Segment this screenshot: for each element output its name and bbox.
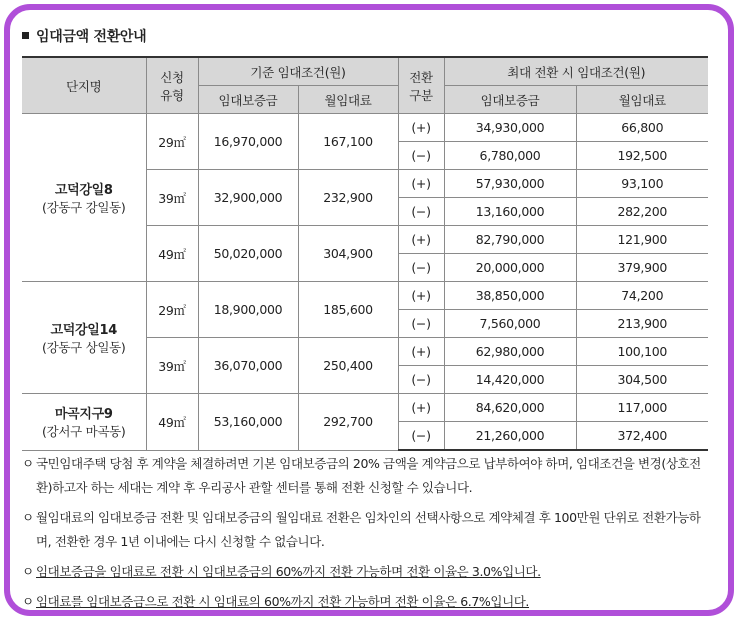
base-rent: 292,700 <box>298 394 398 451</box>
max-rent: 192,500 <box>576 142 708 170</box>
conv-plus: (+) <box>398 394 444 422</box>
max-deposit: 34,930,000 <box>444 114 576 142</box>
conv-plus: (+) <box>398 114 444 142</box>
max-rent: 121,900 <box>576 226 708 254</box>
type-size: 29㎡ <box>146 282 198 338</box>
note-text: 월임대료의 임대보증금 전환 및 임대보증금의 월임대료 전환은 임차인의 선택사항으로 계약체결 후 100만원 단위로 전환가능하며, 전환한 경우 1년 이내에는 다시 신청할 수 없습니다. <box>36 510 701 549</box>
base-rent: 185,600 <box>298 282 398 338</box>
table-row <box>22 394 708 422</box>
square-bullet-icon <box>22 32 29 39</box>
max-rent: 74,200 <box>576 282 708 310</box>
max-deposit: 21,260,000 <box>444 422 576 451</box>
type-size: 39㎡ <box>146 338 198 394</box>
complex-cell: 고덕강일14 (강동구 상일동) <box>22 282 146 394</box>
conv-minus: (−) <box>398 422 444 451</box>
conv-plus: (+) <box>398 338 444 366</box>
header-base-group: 기준 임대조건(원) <box>198 57 398 86</box>
max-deposit: 38,850,000 <box>444 282 576 310</box>
header-base-rent: 월임대료 <box>298 86 398 114</box>
base-deposit: 18,900,000 <box>198 282 298 338</box>
table-row <box>22 282 708 310</box>
base-deposit: 50,020,000 <box>198 226 298 282</box>
conv-plus: (+) <box>398 282 444 310</box>
max-rent: 213,900 <box>576 310 708 338</box>
conv-minus: (−) <box>398 366 444 394</box>
conv-minus: (−) <box>398 310 444 338</box>
conv-plus: (+) <box>398 226 444 254</box>
type-size: 29㎡ <box>146 114 198 170</box>
header-base-deposit: 임대보증금 <box>198 86 298 114</box>
complex-cell: 고덕강일8 (강동구 강일동) <box>22 114 146 282</box>
note-text: 임대보증금을 임대료로 전환 시 임대보증금의 60%까지 전환 가능하며 전환 이율은 3.0%입니다. <box>36 564 541 579</box>
header-complex: 단지명 <box>22 57 146 114</box>
type-size: 49㎡ <box>146 226 198 282</box>
max-rent: 93,100 <box>576 170 708 198</box>
note-item <box>22 452 712 500</box>
max-deposit: 84,620,000 <box>444 394 576 422</box>
conv-plus: (+) <box>398 170 444 198</box>
max-rent: 66,800 <box>576 114 708 142</box>
complex-cell: 마곡지구9 (강서구 마곡동) <box>22 394 146 451</box>
base-deposit: 16,970,000 <box>198 114 298 170</box>
note-item <box>22 560 712 584</box>
conv-minus: (−) <box>398 142 444 170</box>
note-bullet: ㅇ <box>22 594 34 609</box>
conv-minus: (−) <box>398 198 444 226</box>
note-item <box>22 590 712 614</box>
max-deposit: 20,000,000 <box>444 254 576 282</box>
header-type: 신청 유형 <box>146 57 198 114</box>
max-deposit: 7,560,000 <box>444 310 576 338</box>
section-title <box>22 26 146 46</box>
max-deposit: 14,420,000 <box>444 366 576 394</box>
header-max-rent: 월임대료 <box>576 86 708 114</box>
table-row <box>22 114 708 142</box>
max-rent: 117,000 <box>576 394 708 422</box>
type-size: 49㎡ <box>146 394 198 451</box>
base-deposit: 53,160,000 <box>198 394 298 451</box>
max-rent: 282,200 <box>576 198 708 226</box>
base-rent: 167,100 <box>298 114 398 170</box>
base-rent: 304,900 <box>298 226 398 282</box>
base-rent: 232,900 <box>298 170 398 226</box>
note-bullet: ㅇ <box>22 564 34 579</box>
base-deposit: 36,070,000 <box>198 338 298 394</box>
max-deposit: 57,930,000 <box>444 170 576 198</box>
note-text: 임대료를 임대보증금으로 전환 시 임대료의 60%까지 전환 가능하며 전환 이율은 6.7%입니다. <box>36 594 529 609</box>
note-bullet: ㅇ <box>22 510 34 525</box>
max-rent: 372,400 <box>576 422 708 451</box>
max-deposit: 82,790,000 <box>444 226 576 254</box>
max-rent: 304,500 <box>576 366 708 394</box>
max-deposit: 62,980,000 <box>444 338 576 366</box>
note-text: 국민임대주택 당첨 후 계약을 체결하려면 기본 임대보증금의 20% 금액을 계약금으로 납부하여야 하며, 임대조건을 변경(상호전환)하고자 하는 세대는 계약 후 우리공사 관할 센터를 통해 전환 신청할 수 있습니다. <box>36 456 701 495</box>
notes-list <box>22 452 712 620</box>
section-title-text: 임대금액 전환안내 <box>36 29 147 45</box>
rent-conversion-table <box>22 56 708 451</box>
note-bullet: ㅇ <box>22 456 34 471</box>
base-rent: 250,400 <box>298 338 398 394</box>
note-item <box>22 506 712 554</box>
header-conversion: 전환 구분 <box>398 57 444 114</box>
header-max-deposit: 임대보증금 <box>444 86 576 114</box>
max-rent: 100,100 <box>576 338 708 366</box>
max-deposit: 13,160,000 <box>444 198 576 226</box>
type-size: 39㎡ <box>146 170 198 226</box>
conv-minus: (−) <box>398 254 444 282</box>
max-deposit: 6,780,000 <box>444 142 576 170</box>
base-deposit: 32,900,000 <box>198 170 298 226</box>
header-max-group: 최대 전환 시 임대조건(원) <box>444 57 708 86</box>
max-rent: 379,900 <box>576 254 708 282</box>
